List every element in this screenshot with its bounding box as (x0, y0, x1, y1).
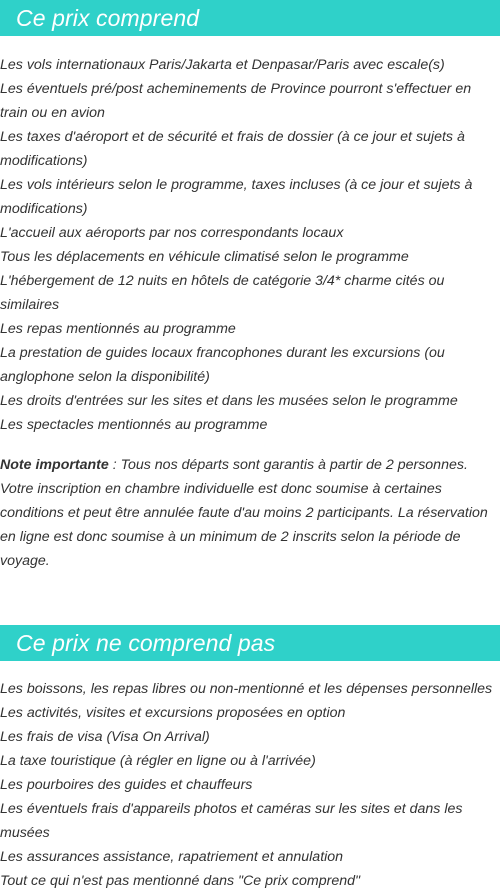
important-note-text: : Tous nos départs sont garantis à partir de 2 personnes. Votre inscription en chambre individuelle est donc soumise à certaines conditions et peut être annulée faute d'au moins 2 participants. La réservation en ligne est donc soumise à un minimum de 2 inscrits selon la période de voyage. (0, 457, 488, 569)
excluded-item: La taxe touristique (à régler en ligne ou à l'arrivée) (0, 753, 316, 769)
included-item: Les vols internationaux Paris/Jakarta et Denpasar/Paris avec escale(s) (0, 57, 445, 73)
included-item: L'accueil aux aéroports par nos correspondants locaux (0, 225, 344, 241)
included-title: Ce prix comprend (16, 4, 200, 31)
excluded-item: Les boissons, les repas libres ou non-mentionné et les dépenses personnelles (0, 681, 493, 697)
included-item: Les repas mentionnés au programme (0, 321, 236, 337)
included-item: La prestation de guides locaux francophones durant les excursions (ou anglophone selon la disponibilité) (0, 345, 445, 385)
included-list (0, 53, 500, 437)
included-item: Les vols intérieurs selon le programme, taxes incluses (à ce jour et sujets à modifications) (0, 177, 473, 217)
included-item: L'hébergement de 12 nuits en hôtels de catégorie 3/4* charme cités ou similaires (0, 273, 445, 313)
included-item: Tous les déplacements en véhicule climatisé selon le programme (0, 249, 409, 265)
excluded-item: Tout ce qui n'est pas mentionné dans "Ce prix comprend" (0, 873, 361, 889)
important-note-label: Note importante (0, 457, 109, 473)
excluded-item: Les assurances assistance, rapatriement et annulation (0, 849, 344, 865)
excluded-list (0, 677, 500, 893)
excluded-title: Ce prix ne comprend pas (16, 629, 276, 656)
included-header (0, 0, 500, 36)
excluded-header (0, 625, 500, 661)
excluded-item: Les frais de visa (Visa On Arrival) (0, 729, 210, 745)
included-item: Les éventuels pré/post acheminements de Province pourront s'effectuer en train ou en avion (0, 81, 472, 121)
excluded-item: Les pourboires des guides et chauffeurs (0, 777, 253, 793)
important-note (0, 453, 500, 573)
included-item: Les taxes d'aéroport et de sécurité et frais de dossier (à ce jour et sujets à modifications) (0, 129, 465, 169)
included-item: Les droits d'entrées sur les sites et dans les musées selon le programme (0, 393, 458, 409)
section-spacer (0, 573, 500, 625)
excluded-item: Les éventuels frais d'appareils photos et caméras sur les sites et dans les musées (0, 801, 463, 841)
included-item: Les spectacles mentionnés au programme (0, 417, 268, 433)
excluded-item: Les activités, visites et excursions proposées en option (0, 705, 346, 721)
excluded-section (0, 625, 500, 893)
